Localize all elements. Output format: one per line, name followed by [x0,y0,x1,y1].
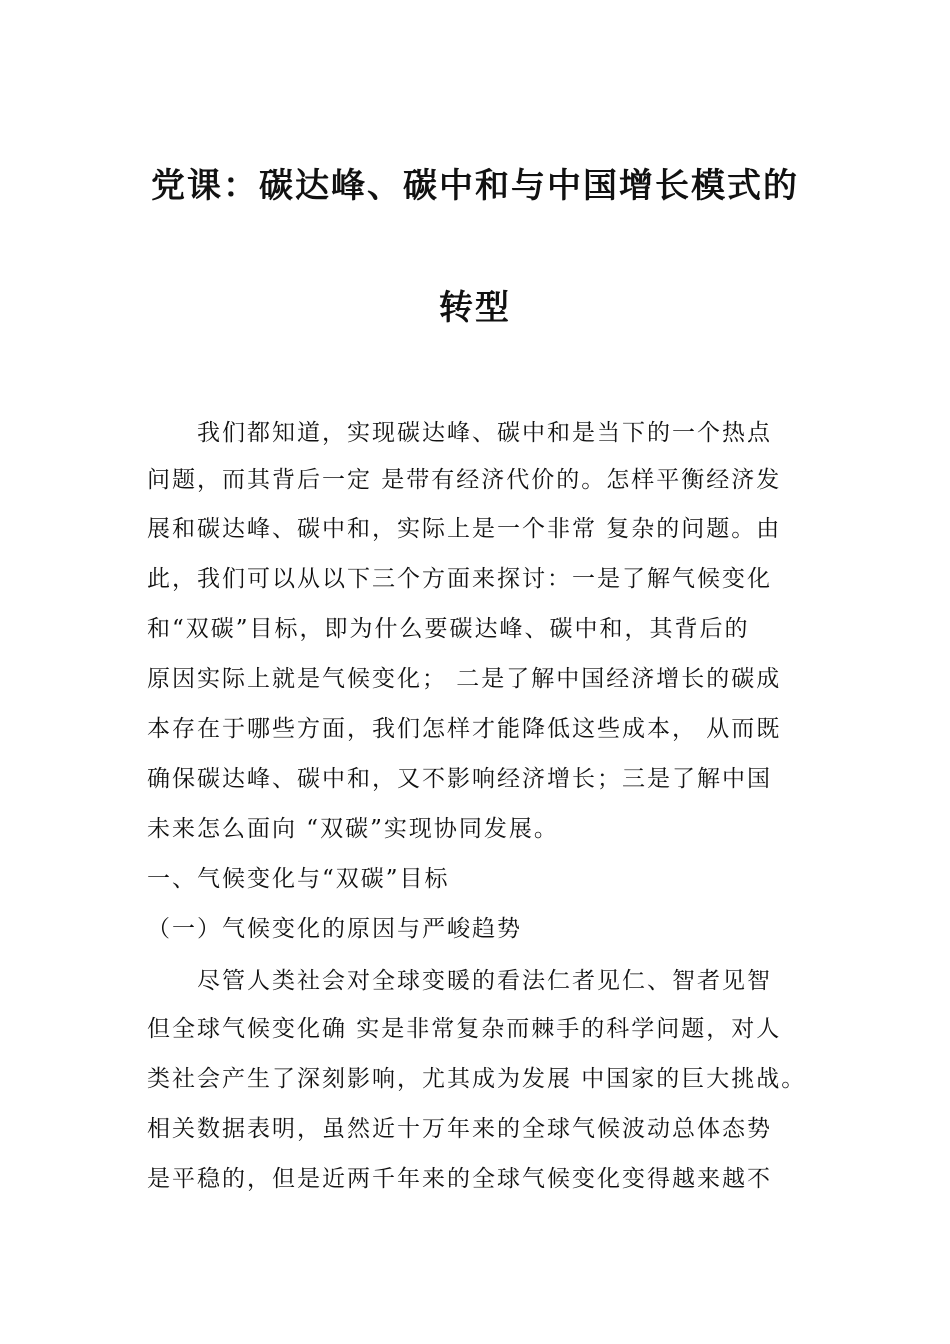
body-line-1: 我们都知道，实现碳达峰、碳中和是当下的一个热点 [147,420,772,446]
body-line-11: 但全球气候变化确 实是非常复杂而棘手的科学问题，对人 [147,1016,782,1042]
body-line-6: 原因实际上就是气候变化； 二是了解中国经济增长的碳成 [147,666,782,692]
document-title-line-1: 党课：碳达峰、碳中和与中国增长模式的 [151,166,799,206]
body-line-7: 本存在于哪些方面，我们怎样才能降低这些成本， 从而既 [147,716,782,742]
body-line-10: 尽管人类社会对全球变暖的看法仁者见仁、智者见智 [147,968,772,994]
body-line-12: 类社会产生了深刻影响，尤其成为发展 中国家的巨大挑战。 [147,1066,807,1092]
body-line-9: 未来怎么面向 “双碳”实现协同发展。 [147,816,559,842]
body-line-2: 问题，而其背后一定 是带有经济代价的。怎样平衡经济发 [147,467,782,493]
body-line-14: 是平稳的，但是近两千年来的全球气候变化变得越来越不 [147,1166,772,1192]
body-line-8: 确保碳达峰、碳中和，又不影响经济增长；三是了解中国 [147,766,772,792]
body-line-13: 相关数据表明，虽然近十万年来的全球气候波动总体态势 [147,1116,772,1142]
subsection-heading: （一）气候变化的原因与严峻趋势 [147,916,522,942]
body-line-4: 此，我们可以从以下三个方面来探讨：一是了解气候变化 [147,566,772,592]
section-heading: 一、气候变化与“双碳”目标 [147,866,450,892]
document-title-line-2: 转型 [439,288,511,328]
body-line-5: 和“双碳”目标，即为什么要碳达峰、碳中和，其背后的 [147,616,750,642]
body-line-3: 展和碳达峰、碳中和，实际上是一个非常 复杂的问题。由 [147,516,782,542]
